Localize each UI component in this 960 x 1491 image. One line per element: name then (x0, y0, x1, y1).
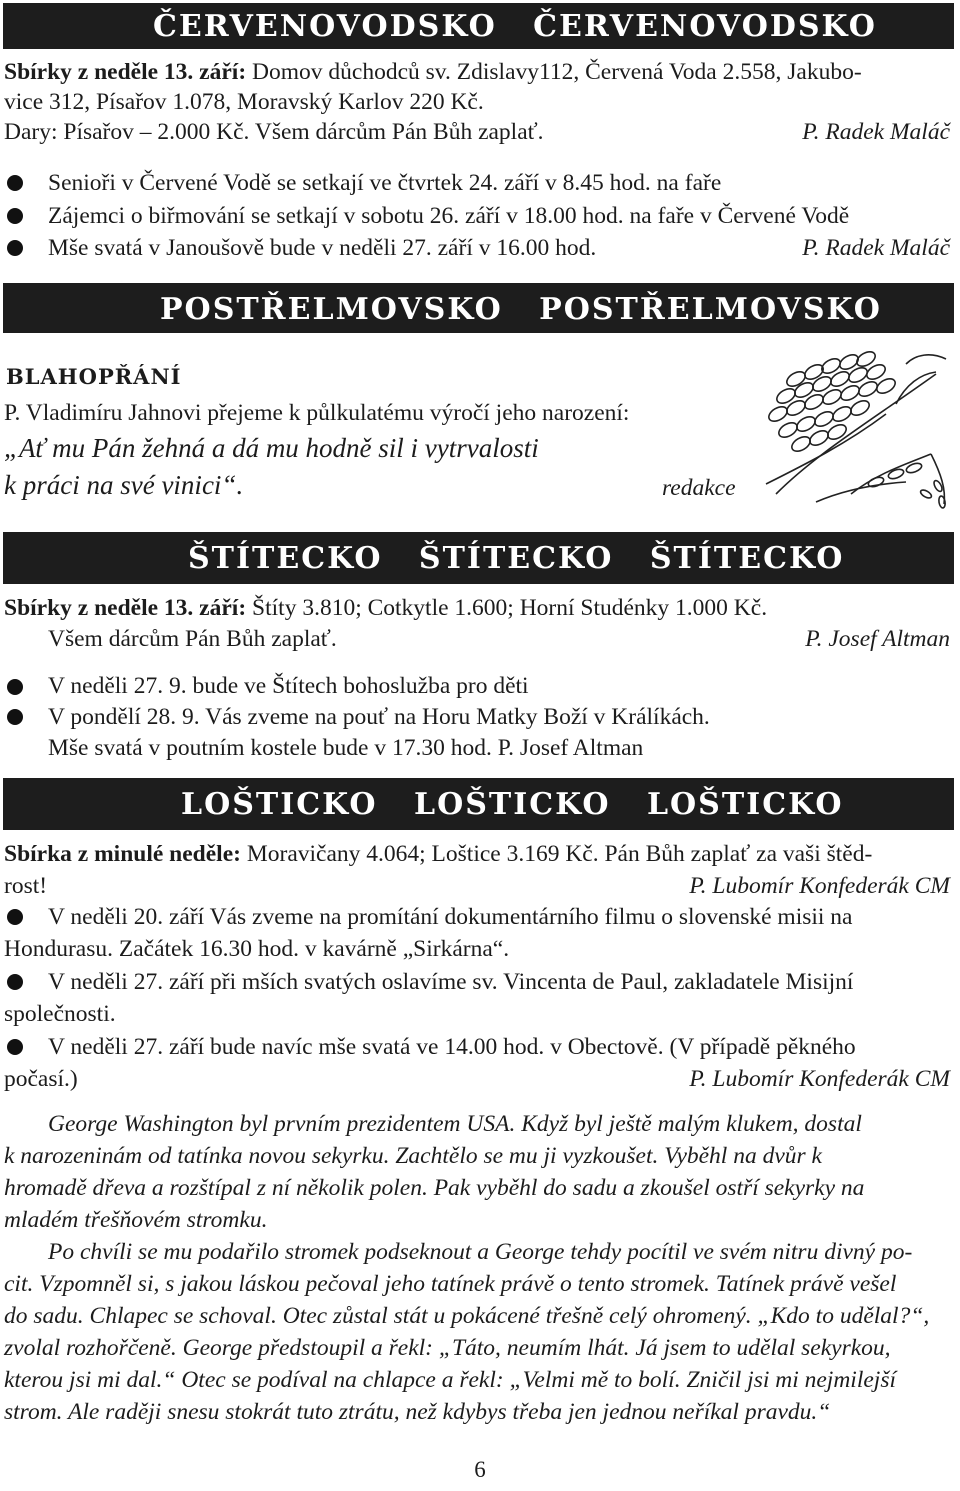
signature: P. Josef Altman (805, 626, 950, 652)
bullet-icon (7, 909, 23, 925)
story-line: kterou jsi mi dal.“ Otec se podíval na chlapce a řekl: „Velmi mě to bolí. Zničil jsi mi nejmilejší (4, 1367, 897, 1393)
section-title: ČERVENOVODSKO ČERVENOVODSKO (153, 9, 877, 44)
collection-line (4, 57, 862, 87)
story-line: George Washington byl prvním prezidentem USA. Když byl ještě malým klukem, dostal (48, 1111, 862, 1137)
story-line: k narozeninám od tatínka novou sekyrku. Zachtělo se mu ji vyzkoušet. Vyběhl na dvůr k (4, 1143, 822, 1169)
story-line: mladém třešňovém stromku. (4, 1207, 268, 1233)
bullet-icon (7, 175, 23, 191)
wish-line: k práci na své vinici“. (4, 470, 244, 500)
collection-line (4, 839, 872, 869)
section-title: ŠTÍTECKO ŠTÍTECKO ŠTÍTECKO (188, 541, 845, 576)
grapes-wheat-illustration (756, 344, 956, 514)
list-item-continued: Hondurasu. Začátek 16.30 hod. v kavárně „Sirkárna“. (4, 936, 510, 962)
page-number: 6 (474, 1457, 486, 1482)
section-header-cervenovodsko (3, 3, 954, 49)
list-item: V neděli 27. září bude navíc mše svatá ve 14.00 hod. v Obectově. (V případě pěkného (48, 1034, 856, 1060)
subheading: BLAHOPŘÁNÍ (6, 364, 182, 389)
wish-line: „Ať mu Pán žehná a dá mu hodně sil i vytrvalosti (4, 433, 539, 463)
signature: P. Lubomír Konfederák CM (689, 1066, 950, 1092)
story-line: Po chvíli se mu podařilo stromek podseknout a George tehdy pocítil ve svém nitru divný po- (48, 1239, 913, 1265)
list-item: Zájemci o biřmování se setkají v sobotu 26. září v 18.00 hod. na faře v Červené Vodě (48, 203, 850, 229)
list-item: V pondělí 28. 9. Vás zveme na pouť na Horu Matky Boží v Králíkách. (48, 704, 710, 730)
bullet-icon (7, 974, 23, 990)
collection-text: Moravičany 4.064; Loštice 3.169 Kč. Pán Bůh zaplať za vaši štěd- (240, 841, 873, 867)
signature: P. Radek Maláč (802, 119, 950, 145)
story-line: strom. Ale raději snesu stokrát tuto ztrátu, než kdybys třeba jen jednou neříkal pravdu.“ (4, 1399, 831, 1425)
story-line: zvolal rozhořčeně. George předstoupil a řekl: „Táto, neumím lhát. Já jsem to udělal sekyrkou, (4, 1335, 891, 1361)
list-item-continued: Mše svatá v poutním kostele bude v 17.30 hod. P. Josef Altman (48, 735, 644, 761)
list-item-continued: počasí.) (4, 1066, 78, 1092)
collection-line-2: rost! (4, 873, 48, 899)
section-header-postrelmovsko (3, 283, 954, 333)
list-item: Senioři v Červené Vodě se setkají ve čtvrtek 24. září v 8.45 hod. na faře (48, 170, 722, 196)
bullet-icon (7, 679, 23, 695)
signature: P. Lubomír Konfederák CM (689, 873, 950, 899)
list-item: V neděli 27. 9. bude ve Štítech bohoslužba pro děti (48, 673, 529, 699)
collection-label: Sbírky z neděle 13. září: (4, 595, 247, 621)
thanks-line: Všem dárcům Pán Bůh zaplať. (48, 626, 337, 652)
collection-text: Domov důchodců sv. Zdislavy112, Červená Voda 2.558, Jakubo- (246, 59, 862, 85)
greeting-line: P. Vladimíru Jahnovi přejeme k půlkulatému výročí jeho narození: (4, 400, 630, 426)
list-item: V neděli 27. září při mších svatých oslavíme sv. Vincenta de Paul, zakladatele Misijní (48, 969, 854, 995)
collection-line (4, 593, 767, 623)
list-item: V neděli 20. září Vás zveme na promítání dokumentárního filmu o slovenské misii na (48, 904, 853, 930)
signature: P. Radek Maláč (802, 235, 950, 261)
bullet-icon (7, 1039, 23, 1055)
bullet-icon (7, 709, 23, 725)
section-header-stitecko (3, 532, 954, 584)
story-line: cit. Vzpomněl si, s jakou láskou pečoval jeho tatínek právě o tento stromek. Tatínek právě vešel (4, 1271, 897, 1297)
list-item-continued: společnosti. (4, 1001, 116, 1027)
list-item: Mše svatá v Janoušově bude v neděli 27. září v 16.00 hod. (48, 235, 597, 261)
collection-line-2: vice 312, Písařov 1.078, Moravský Karlov 220 Kč. (4, 89, 484, 115)
signature: redakce (662, 475, 736, 501)
section-header-losticko (3, 778, 954, 830)
bullet-icon (7, 208, 23, 224)
collection-text: Štíty 3.810; Cotkytle 1.600; Horní Studénky 1.000 Kč. (246, 595, 768, 621)
story-line: do sadu. Chlapec se schoval. Otec zůstal stát u pokácené třešně celý ohromený. „Kdo to udělal?“, (4, 1303, 930, 1329)
section-title: LOŠTICKO LOŠTICKO LOŠTICKO (181, 787, 844, 822)
donations-line: Dary: Písařov – 2.000 Kč. Všem dárcům Pán Bůh zaplať. (4, 119, 544, 145)
section-title: POSTŘELMOVSKO POSTŘELMOVSKO (160, 292, 882, 327)
bullet-icon (7, 240, 23, 256)
story-line: hromadě dřeva a rozštípal z ní několik polen. Pak vyběhl do sadu a zkoušel ostří sekyrky na (4, 1175, 865, 1201)
collection-label: Sbírka z minulé neděle: (4, 841, 241, 867)
collection-label: Sbírky z neděle 13. září: (4, 59, 247, 85)
